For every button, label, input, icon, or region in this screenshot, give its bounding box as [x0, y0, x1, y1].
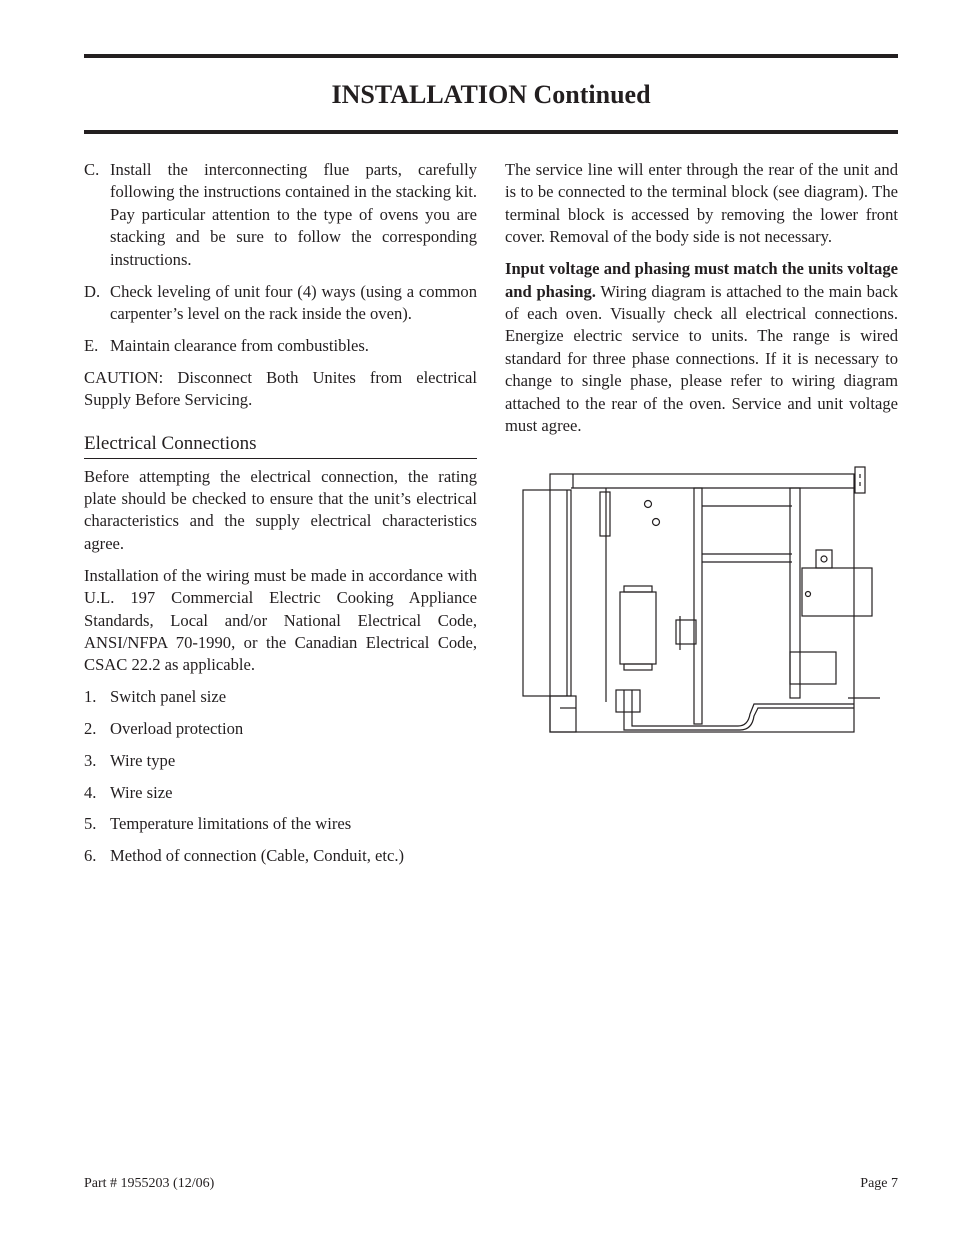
list-text: Method of connection (Cable, Conduit, etc.) [110, 846, 405, 866]
list-item [84, 686, 477, 708]
mounting-plate [620, 592, 656, 664]
left-column [84, 159, 477, 877]
step-label: C. [84, 160, 100, 179]
relay-box [676, 620, 696, 644]
list-text: Temperature limitations of the wires [110, 814, 352, 834]
step-e [84, 335, 477, 357]
service-line-para: The service line will enter through the rear of the unit and is to be connected to the terminal block (see diagram). The terminal block is accessed by removing the lower front cover. Removal of the body side is not necessary. [505, 160, 898, 247]
step-d [84, 281, 477, 326]
list-text: Wire type [110, 750, 176, 770]
list-number: 2. [84, 719, 97, 739]
junction-box [816, 550, 832, 568]
voltage-warning: Input voltage and phasing must match the units voltage and phasing. [505, 259, 898, 301]
page-number: Page 7 [860, 1176, 898, 1191]
list-number: 5. [84, 814, 97, 834]
list-item [84, 782, 477, 804]
control-box [802, 568, 872, 616]
list-text: Overload protection [110, 719, 244, 739]
section-heading-electrical: Electrical Connections [84, 432, 477, 459]
list-item [84, 845, 477, 867]
list-text: Switch panel size [110, 687, 227, 707]
step-text: Maintain clearance from combustibles. [110, 335, 369, 355]
list-item [84, 813, 477, 835]
list-number: 3. [84, 750, 97, 770]
page-title: INSTALLATION Continued [331, 80, 651, 109]
list-number: 1. [84, 687, 97, 707]
top-right-bracket [855, 467, 865, 493]
header-rule-bottom [84, 130, 898, 134]
electrical-para-1: Before attempting the electrical connection, the rating plate should be checked to ensure that the unit’s electrical characteristics and the supply electrical characteristics agree. [84, 466, 477, 553]
terminal-block [616, 690, 640, 712]
list-number: 4. [84, 782, 97, 802]
right-column [505, 159, 898, 447]
step-label: D. [84, 281, 101, 301]
list-item [84, 718, 477, 740]
step-text: Check leveling of unit four (4) ways (using a common carpenter’s level on the rack inside the oven). [110, 281, 477, 323]
step-text: Install the interconnecting flue parts, carefully following the instructions contained in the stacking kit. Pay particular attention to the type of ovens you are stacking and be sure to follow the corresponding instructions. [110, 160, 477, 269]
list-number: 6. [84, 846, 97, 866]
voltage-para-rest: Wiring diagram is attached to the main back of each oven. Visually check all electrical connections. Energize electric service to units. The range is wired standard for three phase connections. If it is necessary to change to single phase, please refer to wiring diagram attached to the rear of the oven. Service and unit voltage must agree. [505, 281, 898, 435]
left-side-panel [523, 490, 571, 696]
voltage-para [505, 258, 898, 437]
step-c [84, 159, 477, 271]
oven-rear-wiring-diagram [520, 464, 882, 736]
caution-text: CAUTION: Disconnect Both Unites from electrical Supply Before Servicing. [84, 367, 477, 410]
electrical-para-2: Installation of the wiring must be made in accordance with U.L. 197 Commercial Electric Cooking Appliance Standards, Local and/or National Electrical Code, ANSI/NFPA 70-1990, or the Canadian Electrical Code, CSAC 22.2 as applicable. [84, 565, 477, 675]
list-text: Wire size [110, 782, 173, 802]
part-number: Part # 1955203 (12/06) [84, 1176, 215, 1191]
service-line-conduit [624, 708, 854, 730]
header-rule-top [84, 54, 898, 58]
step-label: E. [84, 335, 99, 355]
list-item [84, 750, 477, 772]
